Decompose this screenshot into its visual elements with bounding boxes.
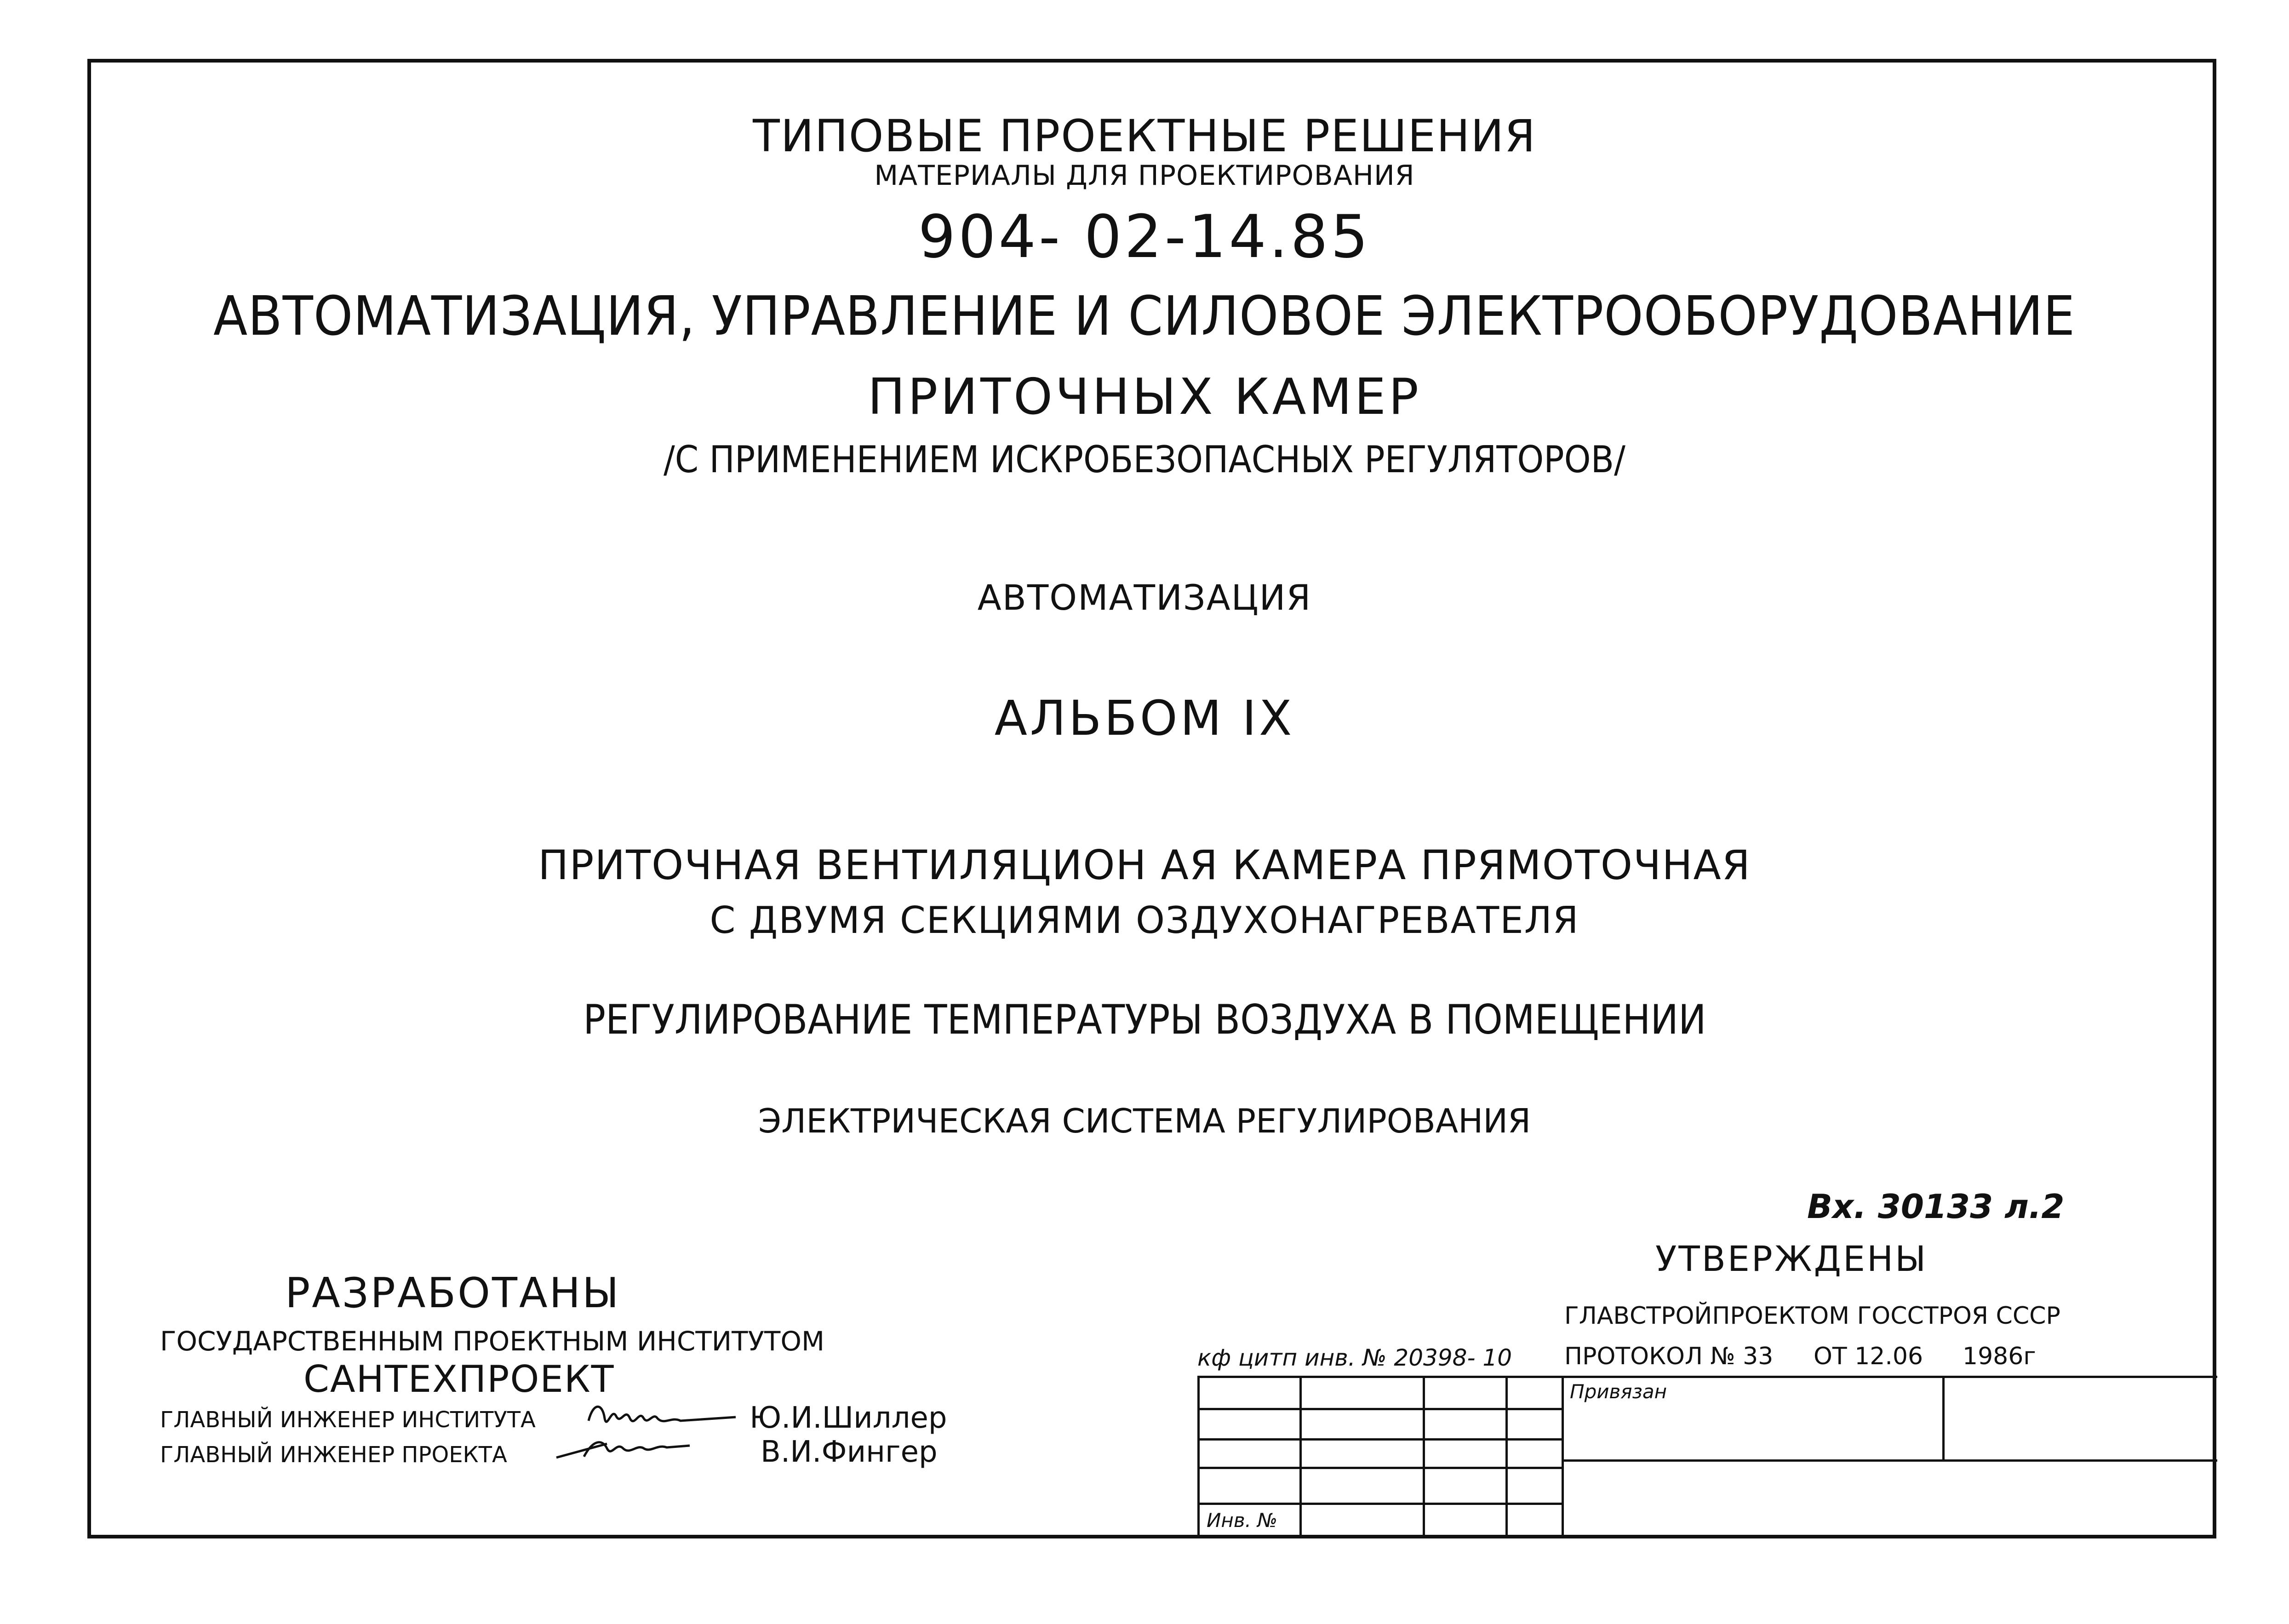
chief-engineer-institute-role: ГЛАВНЫЙ ИНЖЕНЕР ИНСТИТУТА — [160, 1407, 536, 1433]
main-title-line1: АВТОМАТИЗАЦИЯ, УПРАВЛЕНИЕ И СИЛОВОЕ ЭЛЕКТРООБОРУДОВАНИЕ — [213, 284, 2076, 348]
stamp-grid-line — [1197, 1467, 1562, 1469]
description-line3: РЕГУЛИРОВАНИЕ ТЕМПЕРАТУРЫ ВОЗДУХА В ПОМЕЩЕНИИ — [583, 996, 1706, 1043]
stamp-grid-line — [1197, 1438, 1562, 1441]
stamp-top-line — [1197, 1376, 2217, 1378]
stamp-grid-line — [1562, 1459, 2217, 1462]
approved-heading: УТВЕРЖДЕНЫ — [1655, 1238, 1928, 1279]
description-line2: С ДВУМЯ СЕКЦИЯМИ ОЗДУХОНАГРЕВАТЕЛЯ — [710, 899, 1579, 942]
series-title: ТИПОВЫЕ ПРОЕКТНЫЕ РЕШЕНИЯ — [753, 110, 1536, 162]
stamp-grid-line — [1299, 1376, 1302, 1538]
signature-shiller — [584, 1398, 740, 1435]
document-code: 904- 02-14.85 — [918, 203, 1371, 271]
stamp-grid-line — [1197, 1503, 1562, 1505]
stamp-grid-line — [1197, 1376, 1200, 1538]
inventory-reference: кф цитп инв. № 20398- 10 — [1197, 1344, 1512, 1371]
main-title-line3: /С ПРИМЕНЕНИЕМ ИСКРОБЕЗОПАСНЫХ РЕГУЛЯТОРОВ/ — [664, 438, 1625, 481]
inventory-number-label: Инв. № — [1207, 1509, 1278, 1532]
stamp-grid-line — [1562, 1376, 1564, 1538]
developed-org-name: САНТЕХПРОЕКТ — [303, 1358, 615, 1401]
developed-org-line: ГОСУДАРСТВЕННЫМ ПРОЕКТНЫМ ИНСТИТУТОМ — [160, 1326, 825, 1357]
handwritten-registration-note: Вх. 30133 л.2 — [1807, 1187, 2065, 1226]
approved-year: 1986г — [1963, 1343, 2036, 1370]
main-title-line2: ПРИТОЧНЫХ КАМЕР — [867, 368, 1422, 426]
stamp-grid-line — [1942, 1376, 1945, 1460]
chief-engineer-project-name: В.И.Фингер — [761, 1435, 938, 1469]
section-title: АВТОМАТИЗАЦИЯ — [977, 577, 1312, 618]
album-title: АЛЬБОМ IX — [994, 690, 1295, 746]
linked-label: Привязан — [1570, 1380, 1667, 1403]
developed-heading: РАЗРАБОТАНЫ — [285, 1269, 621, 1317]
chief-engineer-institute-name: Ю.И.Шиллер — [750, 1401, 947, 1435]
stamp-grid-line — [1197, 1408, 1562, 1410]
signature-finger — [552, 1430, 708, 1467]
description-line4: ЭЛЕКТРИЧЕСКАЯ СИСТЕМА РЕГУЛИРОВАНИЯ — [758, 1102, 1531, 1140]
description-line1: ПРИТОЧНАЯ ВЕНТИЛЯЦИОН АЯ КАМЕРА ПРЯМОТОЧНАЯ — [538, 841, 1751, 889]
stamp-grid-line — [1505, 1376, 1508, 1538]
stamp-grid-line — [1423, 1376, 1425, 1538]
series-subtitle: МАТЕРИАЛЫ ДЛЯ ПРОЕКТИРОВАНИЯ — [874, 160, 1415, 192]
chief-engineer-project-role: ГЛАВНЫЙ ИНЖЕНЕР ПРОЕКТА — [160, 1442, 507, 1468]
approved-date: ОТ 12.06 — [1814, 1343, 1923, 1370]
approved-protocol: ПРОТОКОЛ № 33 — [1564, 1343, 1774, 1370]
approved-org: ГЛАВСТРОЙПРОЕКТОМ ГОССТРОЯ СССР — [1564, 1302, 2060, 1330]
